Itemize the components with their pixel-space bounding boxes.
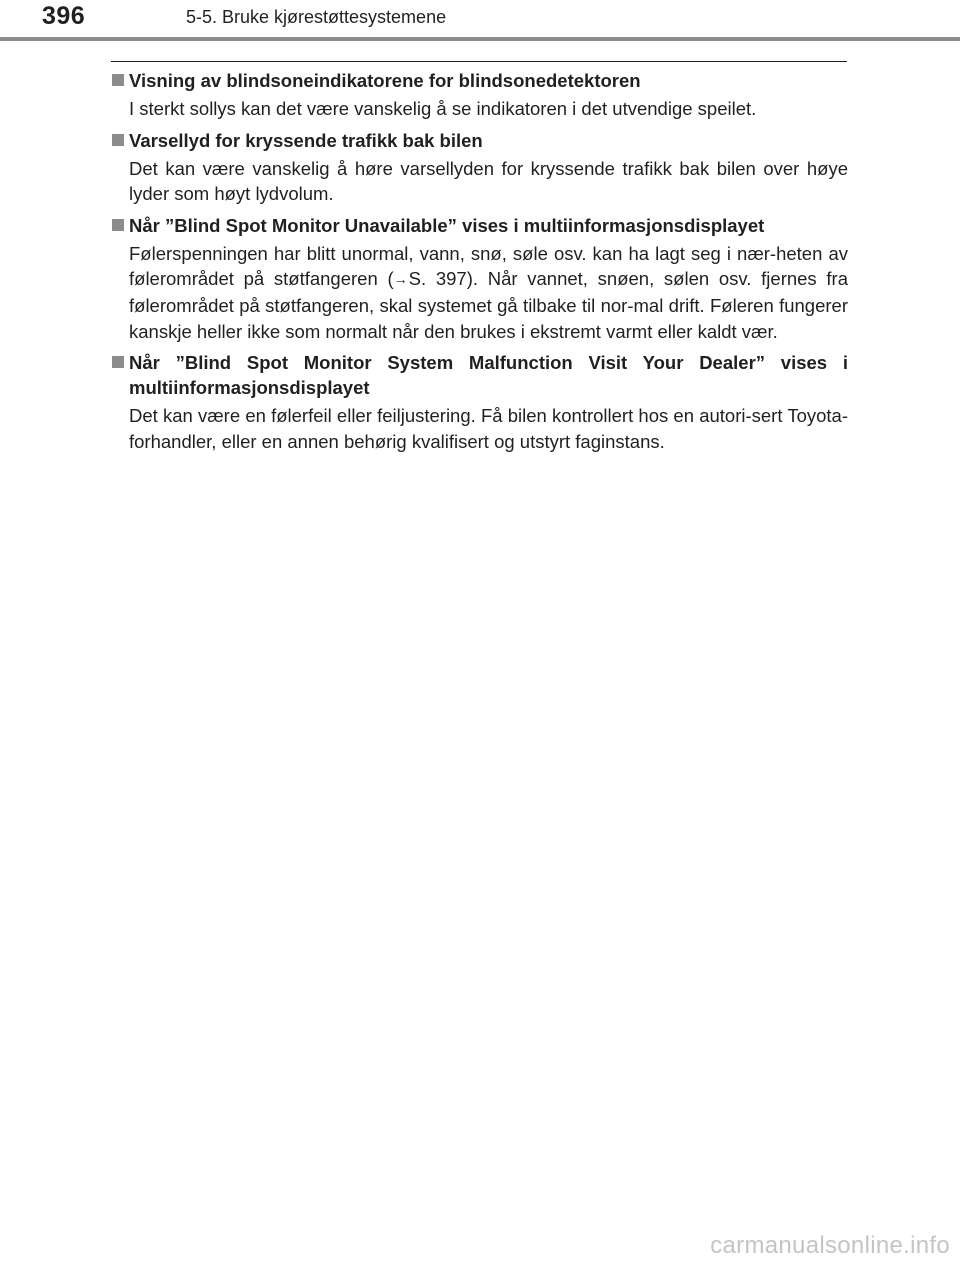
square-bullet-icon — [112, 134, 124, 146]
watermark: carmanualsonline.info — [710, 1232, 950, 1259]
entry-system-malfunction — [111, 350, 848, 454]
entry-body-text: Følerspenningen har blitt unormal, vann, snø, søle osv. kan ha lagt seg i nær-heten av følerområdet på støtfangeren ( — [129, 242, 848, 290]
square-bullet-icon — [112, 356, 124, 368]
entry-blind-spot-indicator-visibility — [111, 68, 848, 122]
entry-heading — [111, 128, 848, 153]
page-reference-link[interactable]: S. 397 — [408, 268, 467, 290]
entry-body-text: ). Når vannet, snøen, sølen osv. fjernes fra følerområdet på støtfangeren, skal systemet gå tilbake til nor-mal drift. Føleren fungerer kanskje heller ikke som normalt når den brukes i ekstremt varmt eller kaldt vær. — [129, 268, 848, 342]
content-divider — [111, 61, 847, 62]
entry-body: Det kan være vanskelig å høre varsellyden for kryssende trafikk bak bilen over høye lyder som høyt lydvolum. — [129, 157, 848, 205]
entry-heading — [111, 68, 848, 93]
section-title: 5-5. Bruke kjørestøttesystemene — [186, 7, 447, 27]
entry-body: Det kan være en følerfeil eller feiljustering. Få bilen kontrollert hos en autori-sert Toyota-forhandler, eller en annen behørig kvalifisert og utstyrt faginstans. — [129, 405, 848, 452]
square-bullet-icon — [112, 74, 124, 86]
entry-heading-text: Visning av blindsoneindikatorene for blindsonedetektoren — [129, 70, 641, 91]
page-number: 396 — [42, 2, 86, 30]
entry-body — [111, 241, 848, 344]
entry-heading — [111, 350, 848, 400]
entry-heading-text: Når ”Blind Spot Monitor Unavailable” vises i multiinformasjonsdisplayet — [129, 214, 765, 236]
entry-body: I sterkt sollys kan det være vanskelig å se indikatoren i det utvendige speilet. — [129, 98, 757, 119]
entry-monitor-unavailable — [111, 213, 848, 344]
main-content — [111, 68, 848, 460]
entry-heading-text: Varsellyd for kryssende trafikk bak bilen — [129, 129, 483, 151]
entry-cross-traffic-alert-sound — [111, 128, 848, 207]
header-rule — [0, 37, 960, 41]
page-reference-arrow-icon: → — [393, 271, 408, 288]
square-bullet-icon — [112, 219, 124, 231]
entry-heading-text: Når ”Blind Spot Monitor System Malfunction Visit Your Dealer” vises i multiinformasjonsdisplayet — [129, 352, 848, 399]
entry-heading — [111, 213, 848, 238]
